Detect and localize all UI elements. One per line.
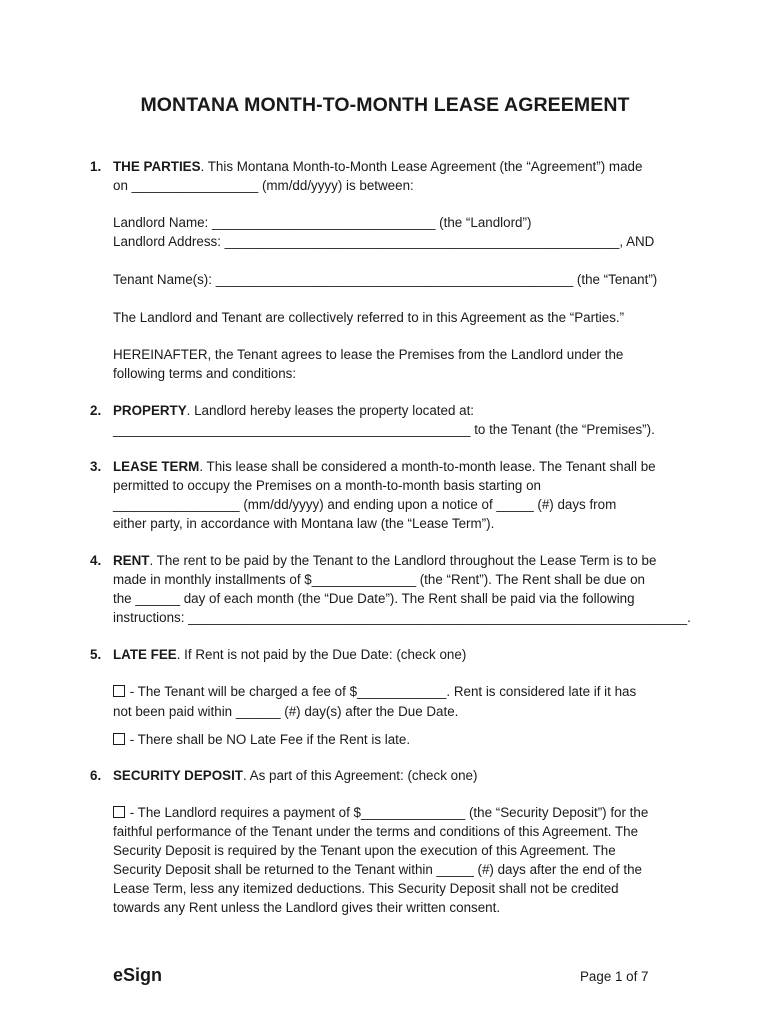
no-late-fee-checkbox[interactable] <box>113 733 125 745</box>
tenant-name-line: Tenant Name(s): ________________________________________________ (the “Tenant”) <box>113 272 658 287</box>
section-line: following terms and conditions: <box>113 366 297 381</box>
section-line <box>113 401 474 420</box>
section-line: The Landlord and Tenant are collectively referred to in this Agreement as the “Parties.” <box>113 310 625 325</box>
section-number: 1. <box>90 159 102 174</box>
section-text: . If Rent is not paid by the Due Date: (check one) <box>176 647 467 662</box>
landlord-address-line: Landlord Address: _____________________________________________________, AND <box>113 234 655 249</box>
section-number: 5. <box>90 647 102 662</box>
section-text: . As part of this Agreement: (check one) <box>242 768 478 783</box>
section-line <box>113 551 656 570</box>
section-line: HEREINAFTER, the Tenant agrees to lease the Premises from the Landlord under the <box>113 347 624 362</box>
security-deposit-option <box>113 803 648 822</box>
section-line: Lease Term, less any itemized deductions. This Security Deposit shall not be credited <box>113 881 619 896</box>
late-fee-checkbox[interactable] <box>113 685 125 697</box>
section-number: 4. <box>90 553 102 568</box>
section-heading: THE PARTIES <box>113 159 201 174</box>
section-heading: LATE FEE <box>113 647 177 662</box>
option-text: - There shall be NO Late Fee if the Rent is late. <box>126 732 411 747</box>
section-line: the ______ day of each month (the “Due Date”). The Rent shall be paid via the following <box>113 591 635 606</box>
section-number: 3. <box>90 459 102 474</box>
section-line <box>113 157 642 176</box>
section-line: Security Deposit is required by the Tenant upon the execution of this Agreement. The <box>113 843 616 858</box>
section-line: ________________________________________________ to the Tenant (the “Premises”). <box>113 422 655 437</box>
section-line: towards any Rent unless the Landlord gives their written consent. <box>113 900 501 915</box>
section-text: . This Montana Month-to-Month Lease Agreement (the “Agreement”) made <box>200 159 643 174</box>
no-late-fee-option <box>113 730 410 749</box>
page-number: Page 1 of 7 <box>580 969 649 984</box>
security-deposit-checkbox[interactable] <box>113 806 125 818</box>
section-line: on _________________ (mm/dd/yyyy) is between: <box>113 178 414 193</box>
section-number: 6. <box>90 768 102 783</box>
section-text: . The rent to be paid by the Tenant to the Landlord throughout the Lease Term is to be <box>149 553 657 568</box>
option-text: - The Tenant will be charged a fee of $____________. Rent is considered late if it has <box>126 684 637 699</box>
section-text: . This lease shall be considered a month-to-month lease. The Tenant shall be <box>199 459 656 474</box>
section-line: permitted to occupy the Premises on a month-to-month basis starting on <box>113 478 541 493</box>
section-line <box>113 645 466 664</box>
section-line: faithful performance of the Tenant under the terms and conditions of this Agreement. The <box>113 824 639 839</box>
section-text: . Landlord hereby leases the property located at: <box>186 403 475 418</box>
section-line: instructions: ___________________________________________________________________. <box>113 610 691 625</box>
section-heading: SECURITY DEPOSIT <box>113 768 243 783</box>
document-title: MONTANA MONTH-TO-MONTH LEASE AGREEMENT <box>140 94 630 116</box>
esign-logo: eSign <box>113 965 163 985</box>
section-heading: LEASE TERM <box>113 459 200 474</box>
section-heading: RENT <box>113 553 150 568</box>
section-line: _________________ (mm/dd/yyyy) and ending upon a notice of _____ (#) days from <box>113 497 617 512</box>
section-line: made in monthly installments of $______________ (the “Rent”). The Rent shall be due on <box>113 572 645 587</box>
section-line <box>113 457 656 476</box>
late-fee-option <box>113 682 636 701</box>
section-heading: PROPERTY <box>113 403 187 418</box>
section-line: either party, in accordance with Montana law (the “Lease Term”). <box>113 516 495 531</box>
section-number: 2. <box>90 403 102 418</box>
section-line: not been paid within ______ (#) day(s) after the Due Date. <box>113 704 459 719</box>
section-line: Security Deposit shall be returned to the Tenant within _____ (#) days after the end of the <box>113 862 643 877</box>
option-text: - The Landlord requires a payment of $______________ (the “Security Deposit”) for the <box>126 805 649 820</box>
section-line <box>113 766 477 785</box>
landlord-name-line: Landlord Name: ______________________________ (the “Landlord”) <box>113 215 532 230</box>
